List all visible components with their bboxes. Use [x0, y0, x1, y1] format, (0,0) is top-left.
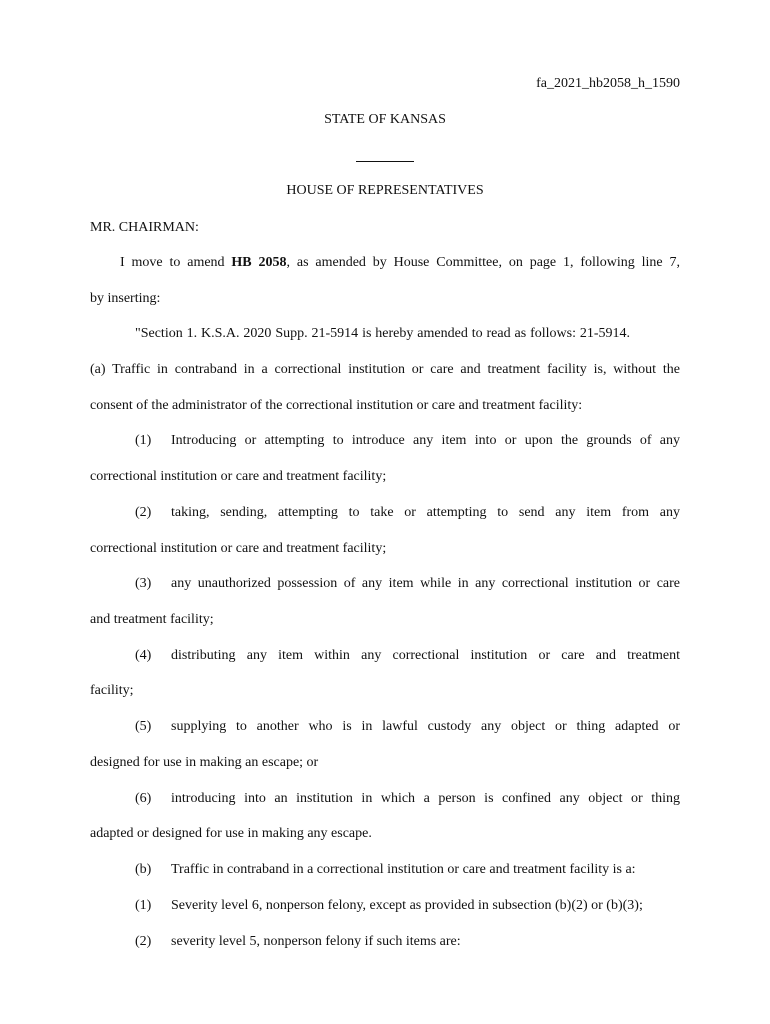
item-text: distributing any item within any correctional institution or care and treatment	[171, 648, 680, 663]
item-text: supplying to another who is in lawful custody any object or thing adapted or	[171, 719, 680, 734]
item-number: (1)	[135, 898, 152, 913]
bill-number: HB 2058	[231, 255, 287, 270]
item-number: (4)	[135, 648, 152, 663]
item-text: Introducing or attempting to introduce any item into or upon the grounds of any	[171, 433, 680, 448]
item-number: (3)	[135, 576, 152, 591]
item-1	[135, 432, 680, 450]
subsection-text: Traffic in contraband in a correctional institution or care and treatment facility is a:	[171, 862, 636, 877]
item-4-continuation: facility;	[90, 683, 134, 698]
item-4	[135, 647, 680, 665]
b-item-1	[135, 897, 643, 915]
item-number: (2)	[135, 934, 152, 949]
section-line-2: (a) Traffic in contraband in a correctional institution or care and treatment facility is, without the	[90, 362, 680, 377]
section-line-1: "Section 1. K.S.A. 2020 Supp. 21-5914 is hereby amended to read as follows: 21-5914.	[135, 326, 631, 341]
item-6	[135, 790, 680, 808]
subsection-b	[135, 861, 636, 879]
subsection-number: (b)	[135, 862, 152, 877]
section-line-3: consent of the administrator of the correctional institution or care and treatment facility:	[90, 398, 583, 413]
item-text: Severity level 6, nonperson felony, except as provided in subsection (b)(2) or (b)(3);	[171, 898, 643, 913]
item-1-continuation: correctional institution or care and treatment facility;	[90, 469, 387, 484]
item-text: introducing into an institution in which a person is confined any object or thing	[171, 791, 680, 806]
item-number: (6)	[135, 791, 152, 806]
item-number: (2)	[135, 505, 152, 520]
item-text: severity level 5, nonperson felony if such items are:	[171, 934, 461, 949]
item-6-continuation: adapted or designed for use in making any escape.	[90, 826, 372, 841]
item-text: taking, sending, attempting to take or attempting to send any item from any	[171, 505, 680, 520]
motion-line	[120, 254, 680, 272]
b-item-2	[135, 933, 461, 951]
document-id: fa_2021_hb2058_h_1590	[536, 76, 680, 91]
state-heading: STATE OF KANSAS	[324, 112, 446, 127]
motion-pre: I move to amend	[120, 255, 232, 270]
item-5	[135, 718, 680, 736]
item-2	[135, 504, 680, 522]
house-heading: HOUSE OF REPRESENTATIVES	[286, 183, 484, 198]
item-number: (1)	[135, 433, 152, 448]
item-5-continuation: designed for use in making an escape; or	[90, 755, 319, 770]
item-text: any unauthorized possession of any item while in any correctional institution or care	[171, 576, 680, 591]
motion-continuation: by inserting:	[90, 291, 161, 306]
item-number: (5)	[135, 719, 152, 734]
salutation: MR. CHAIRMAN:	[90, 220, 199, 235]
item-3	[135, 575, 680, 593]
item-3-continuation: and treatment facility;	[90, 612, 214, 627]
item-2-continuation: correctional institution or care and treatment facility;	[90, 541, 387, 556]
divider-rule	[356, 161, 414, 162]
motion-post: , as amended by House Committee, on page 1, following line 7,	[286, 255, 680, 270]
